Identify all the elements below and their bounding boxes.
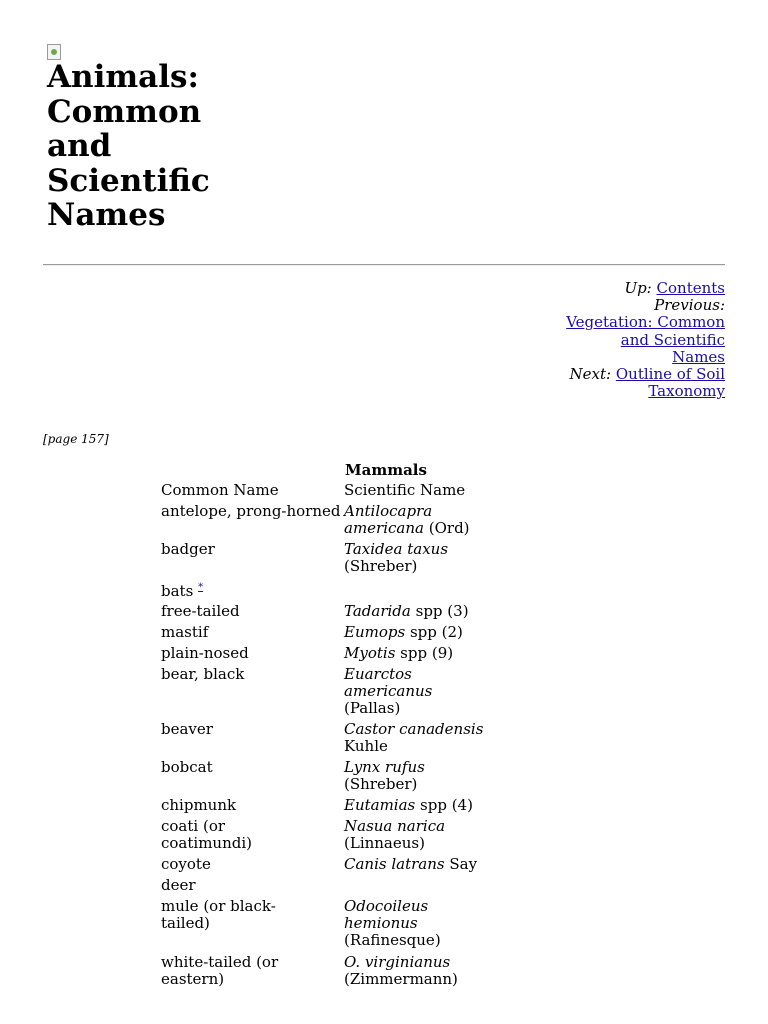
common-name-cell: bear, black (161, 665, 245, 683)
common-name-cell: coati (or coatimundi) (161, 817, 252, 853)
next-label: Next: (569, 365, 612, 384)
scientific-name-cell: Eutamias spp (4) (344, 796, 473, 814)
scientific-name-cell (344, 877, 494, 898)
scientific-name-cell: Nasua narica (Linnaeus) (344, 817, 446, 853)
scientific-name-cell: Taxidea taxus (Shreber) (344, 540, 449, 576)
scientific-name-cell: Lynx rufus (Shreber) (344, 758, 425, 794)
common-name-cell: chipmunk (161, 796, 237, 814)
column-header-scientific: Scientific Name (344, 481, 466, 499)
table-row (161, 954, 494, 992)
table-row (161, 898, 494, 954)
table-row (161, 877, 494, 898)
column-header-common: Common Name (161, 481, 279, 499)
common-name-cell: free-tailed (161, 602, 240, 620)
scientific-name-cell: Canis latrans Say (344, 855, 478, 873)
common-name-cell: plain-nosed (161, 644, 249, 662)
scientific-name-cell: Castor canadensis Kuhle (344, 720, 484, 756)
page-reference: [page 157] (43, 432, 109, 446)
common-name-cell: mastif (161, 623, 209, 641)
scientific-name-cell: Odocoileus hemionus (Rafinesque) (344, 897, 441, 950)
scientific-name-cell: Eumops spp (2) (344, 623, 463, 641)
previous-label: Previous: (654, 296, 725, 315)
table-row (161, 721, 494, 759)
next-link[interactable]: Outline of Soil Taxonomy (615, 365, 725, 401)
footnote-link[interactable]: * (198, 581, 204, 593)
common-name-cell: deer (161, 876, 196, 894)
table-row (161, 666, 494, 721)
table-header-row (161, 482, 494, 503)
navigation-panel (565, 280, 725, 400)
table-row (161, 624, 494, 645)
table-row (161, 603, 494, 624)
common-name-cell: coyote (161, 855, 211, 873)
common-name-cell: beaver (161, 720, 213, 738)
common-name-cell: white-tailed (or eastern) (161, 953, 279, 989)
scientific-name-cell: Myotis spp (9) (344, 644, 454, 662)
page-title: Animals: Common and Scientific Names (47, 59, 210, 233)
table-row (161, 645, 494, 666)
table-row (161, 503, 494, 541)
common-name-cell: mule (or black-tailed) (161, 897, 276, 933)
table-heading: Mammals (345, 461, 427, 479)
table-row (161, 759, 494, 797)
common-name-cell: bobcat (161, 758, 213, 776)
up-label: Up: (624, 279, 652, 297)
up-link[interactable]: Contents (656, 279, 725, 297)
scientific-name-cell: O. virginianus (Zimmermann) (344, 953, 458, 989)
previous-link[interactable]: Vegetation: Common and Scientific Names (566, 313, 725, 366)
table-row (161, 856, 494, 877)
table-row (161, 541, 494, 579)
common-name-cell: antelope, prong-horned (161, 502, 341, 520)
common-name-cell: badger (161, 540, 215, 558)
table-row (161, 797, 494, 818)
header-image-placeholder (47, 44, 61, 60)
table-row (161, 579, 494, 603)
scientific-name-cell: Tadarida spp (3) (344, 602, 469, 620)
mammals-table (161, 482, 494, 992)
scientific-name-cell: Euarctos americanus (Pallas) (344, 665, 433, 718)
scientific-name-cell: Antilocapra americana (Ord) (344, 502, 470, 538)
table-row (161, 818, 494, 856)
common-name-cell: bats * (161, 581, 204, 600)
divider (43, 264, 725, 266)
